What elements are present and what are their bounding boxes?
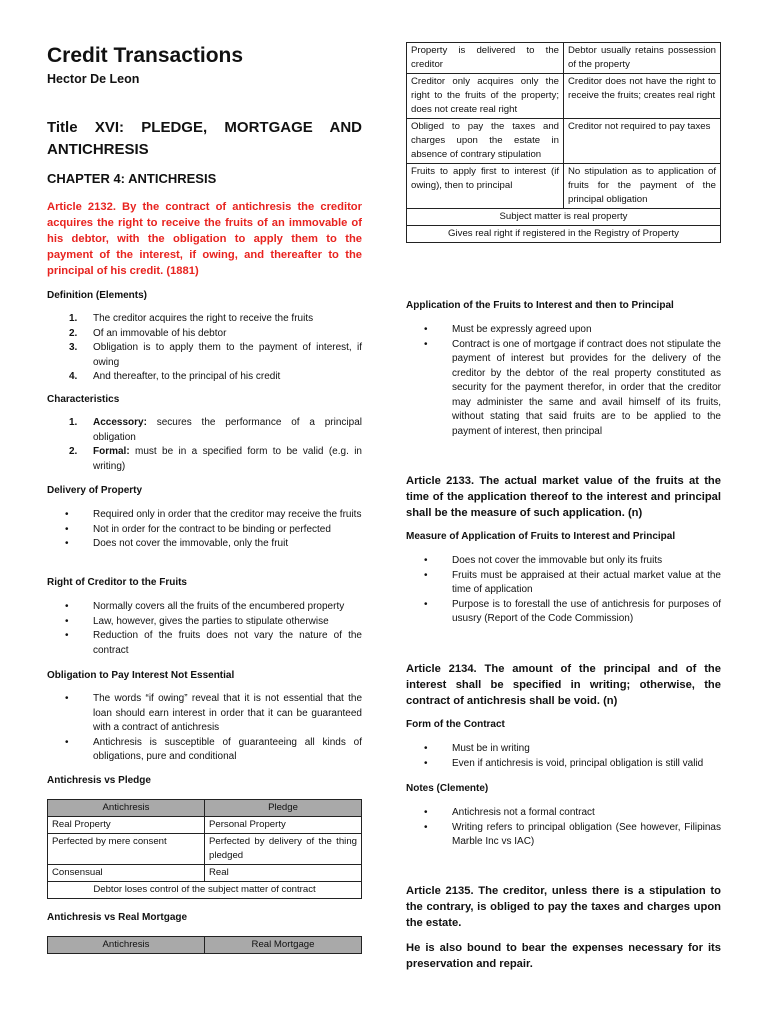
article-2135-continued: He is also bound to bear the expenses necessary for its preservation and repair. (406, 942, 721, 970)
table-row (48, 882, 362, 899)
delivery-list (57, 508, 362, 552)
list-item: 2. Formal: must be in a specified form to be valid (e.g. in writing) (69, 446, 362, 472)
definition-list (69, 312, 362, 385)
title-heading: Title XVI: PLEDGE, MORTGAGE AND ANTICHRESIS (47, 119, 362, 158)
list-item: • Writing refers to principal obligation (See however, Filipinas Marble Inc vs IAC) (424, 821, 721, 847)
table-cell: Creditor not required to pay taxes (564, 119, 721, 164)
obligation-heading: Obligation to Pay Interest Not Essential (47, 670, 235, 681)
list-item: • Does not cover the immovable, only the fruit (65, 538, 289, 549)
form-list (416, 742, 721, 771)
table-cell: Fruits to apply first to interest (if owing), then to principal (407, 164, 564, 209)
right-heading: Right of Creditor to the Fruits (47, 577, 187, 588)
vs-mortgage-heading: Antichresis vs Real Mortgage (47, 912, 188, 923)
article-2134: Article 2134. The amount of the principal and of the interest shall be specified in writing; otherwise, the contract of antichresis shall be void. (n) (406, 663, 721, 707)
list-item: • The words “if owing” reveal that it is not essential that the loan should earn interest in order that it can be guaranteed with a contract of antichresis (65, 693, 362, 733)
table-cell: Consensual (48, 865, 205, 882)
list-item: • Antichresis is susceptible of guaranteeing all kinds of obligations, pure and conditional (65, 736, 362, 762)
delivery-heading: Delivery of Property (47, 485, 143, 496)
mortgage-table (406, 42, 721, 243)
table-cell: Perfected by delivery of the thing pledged (205, 834, 362, 865)
list-item: • Fruits must be appraised at their actual market value at the time of application (424, 569, 721, 595)
table-row (407, 209, 721, 226)
article-2135: Article 2135. The creditor, unless there is a stipulation to the contrary, is obliged to pay the taxes and charges upon the estate. (406, 885, 721, 929)
table-header: Real Mortgage (205, 937, 362, 954)
application-list (416, 323, 721, 439)
list-item: • Not in order for the contract to be binding or perfected (65, 523, 331, 535)
notes-heading: Notes (Clemente) (406, 783, 489, 794)
table-cell: No stipulation as to application of fruits for the payment of the principal obligation (564, 164, 721, 209)
measure-list (416, 554, 721, 627)
table-row (48, 865, 362, 882)
table-row (48, 834, 362, 865)
table-row (407, 74, 721, 119)
table-cell: Property is delivered to the creditor (407, 43, 564, 74)
table-cell: Obliged to pay the taxes and charges upon the estate in absence of contrary stipulation (407, 119, 564, 164)
characteristics-heading: Characteristics (47, 394, 120, 405)
right-list (57, 600, 362, 658)
table-footer: Debtor loses control of the subject matter of contract (48, 882, 362, 899)
table-row (407, 119, 721, 164)
list-item: • Does not cover the immovable but only its fruits (424, 555, 663, 566)
list-item: • Antichresis not a formal contract (424, 807, 595, 818)
author: Hector De Leon (47, 72, 140, 86)
list-item: • Required only in order that the creditor may receive the fruits (65, 509, 362, 520)
table-cell: Personal Property (205, 817, 362, 834)
list-item: 2. Of an immovable of his debtor (69, 327, 227, 339)
table-cell: Real Property (48, 817, 205, 834)
list-item: • Reduction of the fruits does not vary the nature of the contract (65, 630, 362, 656)
list-item: • Normally covers all the fruits of the encumbered property (65, 601, 345, 612)
definition-heading: Definition (Elements) (47, 290, 148, 301)
list-item: • Even if antichresis is void, principal obligation is still valid (424, 757, 704, 769)
list-item: 1. The creditor acquires the right to receive the fruits (69, 313, 314, 324)
table-cell: Debtor usually retains possession of the property (564, 43, 721, 74)
list-item: 4. And thereafter, to the principal of his credit (69, 371, 281, 382)
mortgage-table-header (47, 936, 362, 954)
list-item: • Must be expressly agreed upon (424, 324, 592, 335)
table-row (407, 226, 721, 243)
table-footer: Subject matter is real property (407, 209, 721, 226)
list-item: • Contract is one of mortgage if contract does not stipulate the payment of interest but provides for the delivery of the creditor by the debtor of the real property constituted as security for the payment therefor, in order that the creditor may administer the same and avail himself of its fruits, without stating that said fruits are to be applied to the payment of interest, then principal (424, 338, 721, 437)
table-header: Antichresis (48, 937, 205, 954)
pledge-table (47, 799, 362, 899)
list-item: 1. Accessory: secures the performance of a principal obligation (69, 417, 362, 443)
list-item: • Must be in writing (424, 743, 530, 754)
table-cell: Perfected by mere consent (48, 834, 205, 865)
table-row (407, 43, 721, 74)
list-item: • Purpose is to forestall the use of antichresis for purposes of ususry (Report of the Code Commission) (424, 598, 721, 624)
article-2133: Article 2133. The actual market value of the fruits at the time of the application thereof to the interest and principal shall be the measure of such application. (n) (406, 475, 721, 519)
notes-list (416, 806, 721, 850)
table-row (48, 817, 362, 834)
table-header: Antichresis (48, 800, 205, 817)
obligation-list (57, 692, 362, 765)
table-header: Pledge (205, 800, 362, 817)
vs-pledge-heading: Antichresis vs Pledge (47, 775, 151, 786)
list-item: • Law, however, gives the parties to stipulate otherwise (65, 615, 329, 627)
characteristics-list (69, 416, 362, 474)
chapter-heading: CHAPTER 4: ANTICHRESIS (47, 171, 217, 186)
table-cell: Creditor only acquires only the right to the fruits of the property; does not create real right (407, 74, 564, 119)
table-cell: Creditor does not have the right to receive the fruits; creates real right (564, 74, 721, 119)
measure-heading: Measure of Application of Fruits to Interest and Principal (406, 531, 676, 542)
table-footer: Gives real right if registered in the Registry of Property (407, 226, 721, 243)
document-title: Credit Transactions (47, 44, 244, 67)
table-row (407, 164, 721, 209)
table-cell: Real (205, 865, 362, 882)
application-heading: Application of the Fruits to Interest and then to Principal (406, 300, 674, 311)
list-item: 3. Obligation is to apply them to the payment of interest, if owing (69, 342, 362, 368)
form-heading: Form of the Contract (406, 719, 505, 730)
article-2132: Article 2132. By the contract of antichresis the creditor acquires the right to receive the fruits of an immovable of his debtor, with the obligation to apply them to the payment of the interest, if owing, and thereafter to the principal of his credit. (1881) (47, 201, 362, 277)
